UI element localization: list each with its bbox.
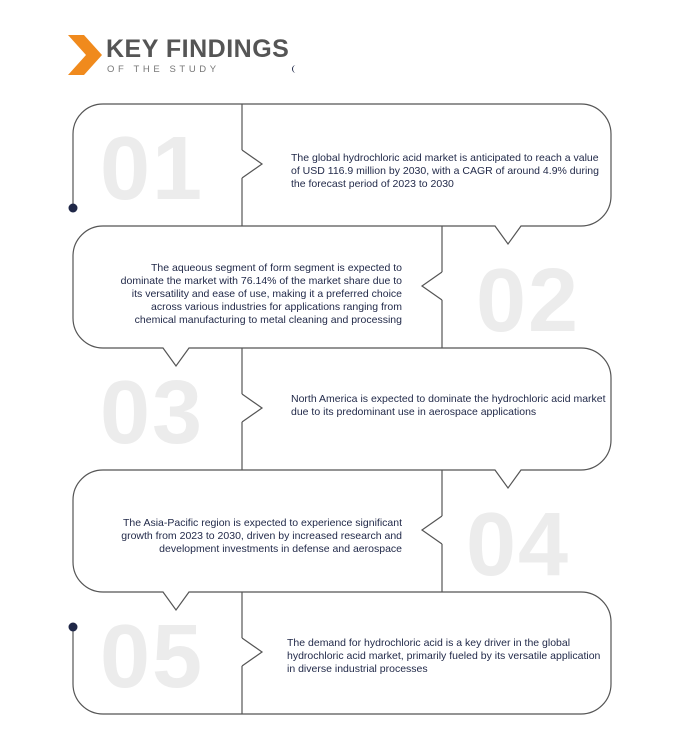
finding-number-05: 05	[100, 607, 205, 707]
finding-text-03: North America is expected to dominate the hydrochloric acid market due to its predominant use in aerospace applications	[291, 393, 606, 418]
finding-text-05: The demand for hydrochloric acid is a key driver in the global hydrochloric acid market, primarily fueled by its versatile application in diverse industrial processes	[287, 637, 601, 675]
finding-text-02: The aqueous segment of form segment is expected to dominate the market with 76.14% of the market share due to its versatility and ease of use, making it a preferred choice across various industries for applications ranging from chemical manufacturing to metal cleaning and processing	[120, 262, 402, 326]
finding-number-02: 02	[476, 251, 581, 351]
finding-text-04: The Asia-Pacific region is expected to experience significant growth from 2023 to 2030, driven by increased research and development investments in defense and aerospace	[121, 517, 402, 555]
finding-number-04: 04	[466, 495, 571, 595]
page-title: KEY FINDINGS	[106, 35, 290, 63]
finding-number-01: 01	[100, 119, 205, 219]
page-subtitle: OF THE STUDY	[107, 64, 220, 75]
finding-text-01: The global hydrochloric acid market is anticipated to reach a value of USD 116.9 million by 2030, with a CAGR of around 4.9% during the forecast period of 2023 to 2030	[291, 152, 599, 190]
finding-number-03: 03	[100, 363, 205, 463]
